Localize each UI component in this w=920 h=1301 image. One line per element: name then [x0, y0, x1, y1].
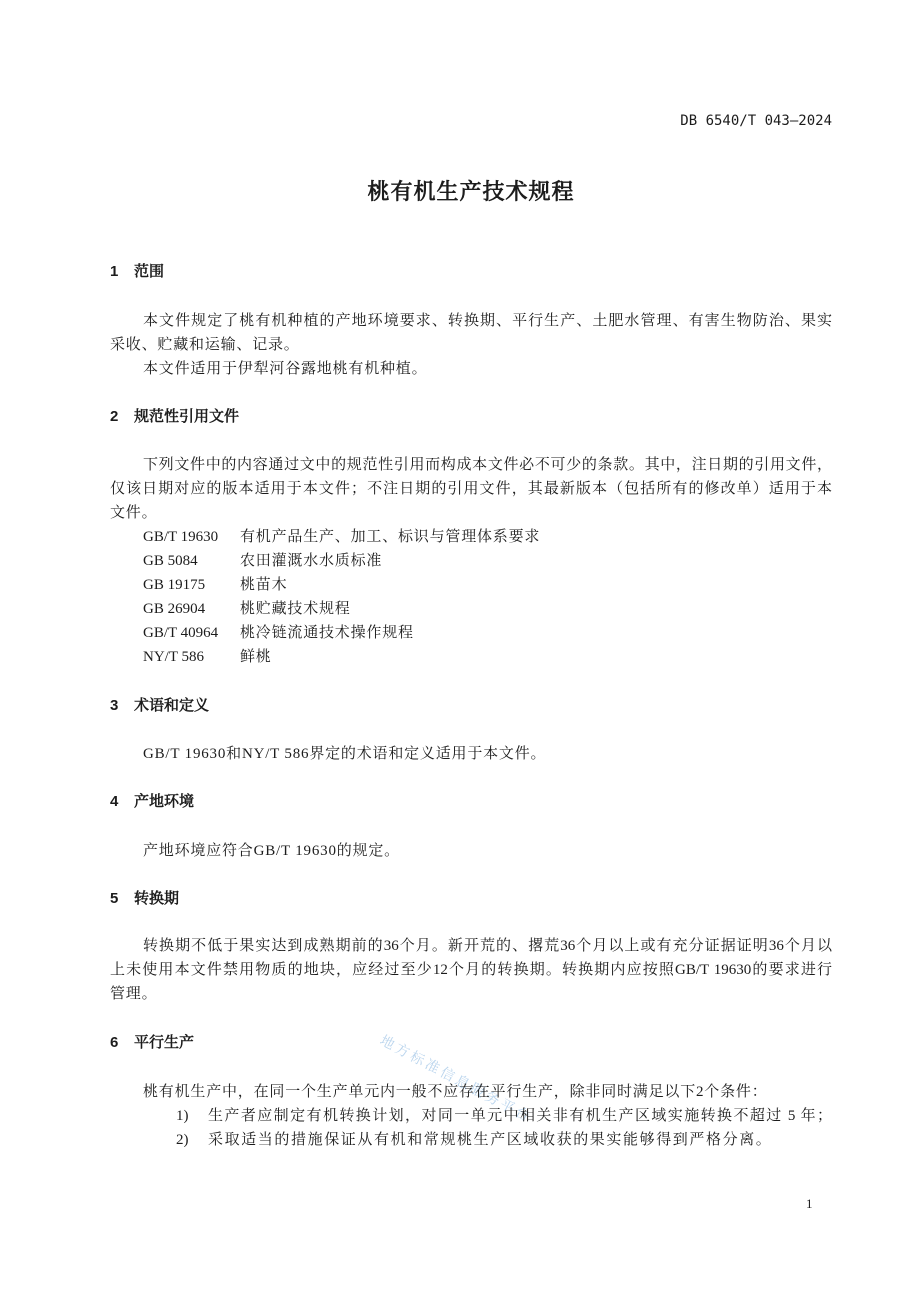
list-item-number: 2): [176, 1132, 189, 1148]
paragraph-line: 仅该日期对应的版本适用于本文件；不注日期的引用文件，其最新版本（包括所有的修改单）适用于本: [110, 481, 832, 497]
reference-item: [143, 645, 832, 669]
section-title: 术语和定义: [134, 697, 210, 714]
reference-title: 农田灌溉水水质标准: [240, 553, 383, 569]
paragraph-line: 桃有机生产中，在同一个生产单元内一般不应存在平行生产，除非同时满足以下2个条件：: [143, 1084, 768, 1100]
section-2-heading: [110, 405, 832, 429]
section-number: 2: [110, 408, 119, 425]
reference-item: [143, 621, 832, 645]
reference-item: [143, 525, 832, 549]
watermark: 地方标准信息服务平台: [377, 1032, 535, 1127]
list-item: [176, 1104, 832, 1128]
reference-title: 桃贮藏技术规程: [240, 601, 351, 617]
section-title: 范围: [134, 263, 165, 280]
paragraph-line: 上未使用本文件禁用物质的地块，应经过至少12个月的转换期。转换期内应按照GB/T 19630的要求进行: [110, 962, 832, 978]
list-item-text: 采取适当的措施保证从有机和常规桃生产区域收获的果实能够得到严格分离。: [208, 1132, 773, 1148]
paragraph-line: 本文件适用于伊犁河谷露地桃有机种植。: [143, 361, 428, 377]
reference-item: [143, 597, 832, 621]
paragraph-line: GB/T 19630和NY/T 586界定的术语和定义适用于本文件。: [143, 746, 547, 762]
list-item: [176, 1128, 832, 1152]
paragraph-line: 采收、贮藏和运输、记录。: [110, 337, 300, 353]
section-title: 产地环境: [134, 793, 195, 810]
list-item-number: 1): [176, 1108, 189, 1124]
reference-code: NY/T 586: [143, 649, 204, 665]
paragraph-line: 产地环境应符合GB/T 19630的规定。: [143, 843, 400, 859]
section-5-heading: [110, 887, 832, 911]
document-title: 桃有机生产技术规程: [367, 179, 575, 204]
reference-code: GB/T 40964: [143, 625, 219, 641]
section-number: 5: [110, 890, 119, 907]
section-3-heading: [110, 694, 832, 718]
paragraph-line: 转换期不低于果实达到成熟期前的36个月。新开荒的、撂荒36个月以上或有充分证据证明36个月以: [143, 938, 832, 954]
section-title: 平行生产: [134, 1034, 195, 1051]
section-1-heading: [110, 260, 832, 284]
reference-code: GB 19175: [143, 577, 206, 593]
section-number: 6: [110, 1034, 119, 1051]
reference-title: 鲜桃: [240, 649, 272, 665]
reference-code: GB 5084: [143, 553, 198, 569]
list-item-text: 生产者应制定有机转换计划，对同一单元中相关非有机生产区域实施转换不超过 5 年；: [208, 1108, 832, 1124]
reference-title: 桃苗木: [240, 577, 288, 593]
section-number: 1: [110, 263, 119, 280]
document-number: DB 6540/T 043—2024: [680, 113, 832, 129]
paragraph-line: 下列文件中的内容通过文中的规范性引用而构成本文件必不可少的条款。其中，注日期的引用文件，: [143, 457, 832, 473]
section-4-heading: [110, 790, 832, 814]
paragraph-line: 本文件规定了桃有机种植的产地环境要求、转换期、平行生产、土肥水管理、有害生物防治、果实: [143, 313, 832, 329]
reference-item: [143, 549, 832, 573]
paragraph-line: 管理。: [110, 986, 158, 1002]
reference-item: [143, 573, 832, 597]
section-number: 3: [110, 697, 119, 714]
page-number: 1: [806, 1196, 813, 1211]
reference-title: 有机产品生产、加工、标识与管理体系要求: [240, 529, 541, 545]
reference-code: GB 26904: [143, 601, 206, 617]
section-title: 规范性引用文件: [134, 408, 240, 425]
section-title: 转换期: [134, 890, 180, 907]
paragraph-line: 文件。: [110, 505, 158, 521]
section-6-heading: [110, 1031, 832, 1055]
reference-code: GB/T 19630: [143, 529, 219, 545]
section-number: 4: [110, 793, 119, 810]
reference-title: 桃冷链流通技术操作规程: [240, 625, 414, 641]
